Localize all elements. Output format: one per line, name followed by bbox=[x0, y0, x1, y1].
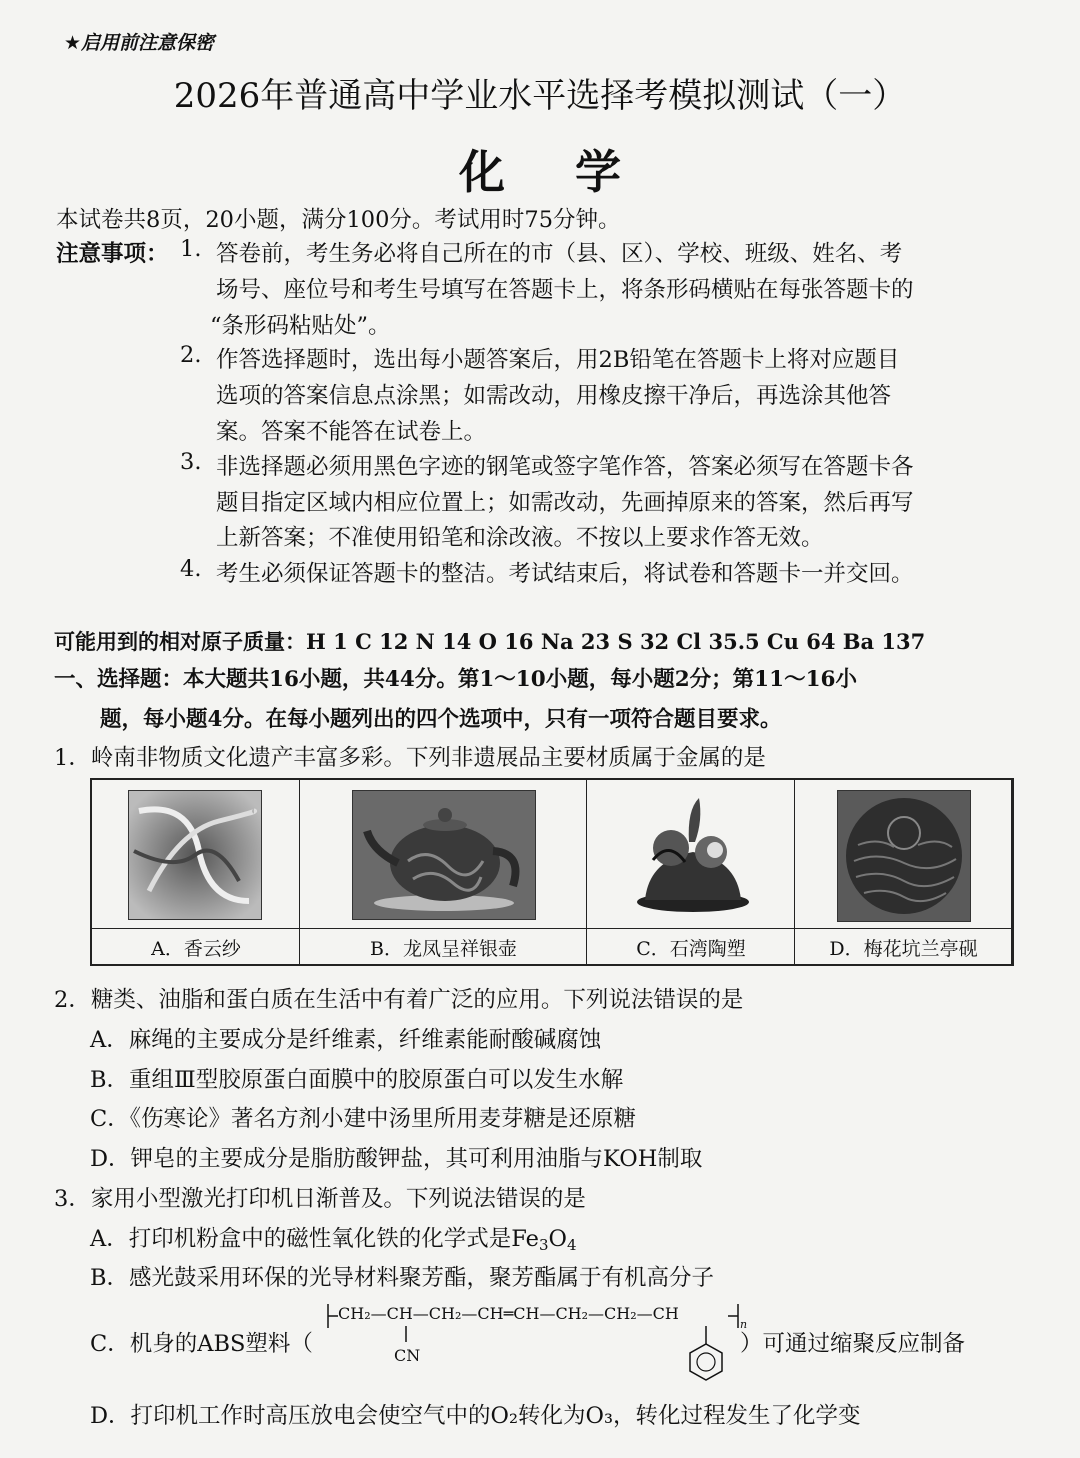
subscript: 3 bbox=[538, 1236, 549, 1254]
q2-stem: 2．糖类、油脂和蛋白质在生活中有着广泛的应用。下列说法错误的是 bbox=[54, 987, 744, 1013]
formula-main-chain: CH₂—CH—CH₂—CH═CH—CH₂—CH₂—CH bbox=[338, 1304, 679, 1323]
q3-option-d: D．打印机工作时高压放电会使空气中的O₂转化为O₃，转化过程发生了化学变 bbox=[90, 1403, 861, 1429]
q3-option-a-text: A．打印机粉盒中的磁性氧化铁的化学式是Fe bbox=[90, 1226, 539, 1252]
notice-num: 2. bbox=[180, 342, 202, 368]
notice-line: 案。答案不能答在试卷上。 bbox=[216, 419, 487, 445]
secret-notice: ★启用前注意保密 bbox=[64, 32, 215, 54]
q1-option-a: A．香云纱 bbox=[151, 938, 241, 960]
q1-option-c: C．石湾陶塑 bbox=[636, 938, 746, 960]
q2-option-a: A．麻绳的主要成分是纤维素，纤维素能耐酸碱腐蚀 bbox=[90, 1027, 602, 1053]
q1-stem: 1．岭南非物质文化遗产丰富多彩。下列非遗展品主要材质属于金属的是 bbox=[54, 745, 766, 771]
q2-option-b: B．重组Ⅲ型胶原蛋白面膜中的胶原蛋白可以发生水解 bbox=[90, 1067, 624, 1093]
q3-option-c-prefix: C．机身的ABS塑料（ bbox=[90, 1331, 313, 1357]
notice-line: 场号、座位号和考生号填写在答题卡上，将条形码横贴在每张答题卡的 bbox=[216, 277, 914, 303]
notice-line: 作答选择题时，选出每小题答案后，用2B铅笔在答题卡上将对应题目 bbox=[216, 347, 900, 373]
q1-options-table bbox=[90, 778, 1014, 966]
notice-num: 3. bbox=[180, 449, 202, 475]
exam-title: 2026年普通高中学业水平选择考模拟测试（一） bbox=[173, 76, 907, 116]
notice-num: 1. bbox=[180, 236, 202, 262]
notice-label: 注意事项： bbox=[56, 241, 169, 267]
notice-line: 答卷前，考生务必将自己所在的市（县、区）、学校、班级、姓名、考 bbox=[216, 241, 903, 267]
notice-line: “条形码粘贴处”。 bbox=[210, 313, 391, 339]
notice-line: 非选择题必须用黑色字迹的钢笔或签字笔作答，答案必须写在答题卡各 bbox=[216, 454, 914, 480]
intro-text: 本试卷共8页，20小题，满分100分。考试用时75分钟。 bbox=[56, 207, 621, 233]
q2-option-c: C．《伤寒论》著名方剂小建中汤里所用麦芽糖是还原糖 bbox=[90, 1106, 636, 1132]
notice-line: 选项的答案信息点涂黑；如需改动，用橡皮擦干净后，再选涂其他答 bbox=[216, 383, 892, 409]
q3-option-a bbox=[90, 1221, 577, 1254]
notice-line: 上新答案；不准使用铅笔和涂改液。不按以上要求作答无效。 bbox=[216, 525, 824, 551]
q3-option-c-suffix: ）可通过缩聚反应制备 bbox=[740, 1331, 966, 1357]
subscript: 4 bbox=[566, 1236, 577, 1254]
notice-line: 题目指定区域内相应位置上；如需改动，先画掉原来的答案，然后再写 bbox=[216, 490, 914, 516]
q2-option-d: D．钾皂的主要成分是脂肪酸钾盐，其可利用油脂与KOH制取 bbox=[90, 1146, 703, 1172]
q3-stem: 3．家用小型激光打印机日渐普及。下列说法错误的是 bbox=[54, 1186, 586, 1212]
notice-num: 4. bbox=[180, 556, 202, 582]
formula-cn: CN bbox=[394, 1346, 421, 1365]
silver-pot-image bbox=[352, 790, 536, 920]
pottery-image bbox=[629, 790, 757, 918]
q1-option-d: D．梅花坑兰亭砚 bbox=[829, 938, 978, 960]
q3-option-b: B．感光鼓采用环保的光导材料聚芳酯，聚芳酯属于有机高分子 bbox=[90, 1265, 715, 1291]
abs-structure-formula bbox=[322, 1300, 752, 1390]
silk-image bbox=[128, 790, 262, 920]
section1-line2: 题，每小题4分。在每小题列出的四个选项中，只有一项符合题目要求。 bbox=[100, 707, 782, 732]
notice-line: 考生必须保证答题卡的整洁。考试结束后，将试卷和答题卡一并交回。 bbox=[216, 561, 914, 587]
inkstone-image bbox=[837, 790, 971, 922]
formula-n: n bbox=[740, 1318, 748, 1331]
subject-title: 化学 bbox=[459, 145, 691, 199]
q1-option-b: B．龙凤呈祥银壶 bbox=[370, 938, 517, 960]
section1-line1: 一、选择题：本大题共16小题，共44分。第1～10小题，每小题2分；第11～16小 bbox=[54, 667, 858, 692]
element-symbol: O bbox=[548, 1226, 567, 1252]
atomic-masses: 可能用到的相对原子质量：H 1 C 12 N 14 O 16 Na 23 S 32 Cl 35.5 Cu 64 Ba 137 bbox=[54, 629, 926, 654]
